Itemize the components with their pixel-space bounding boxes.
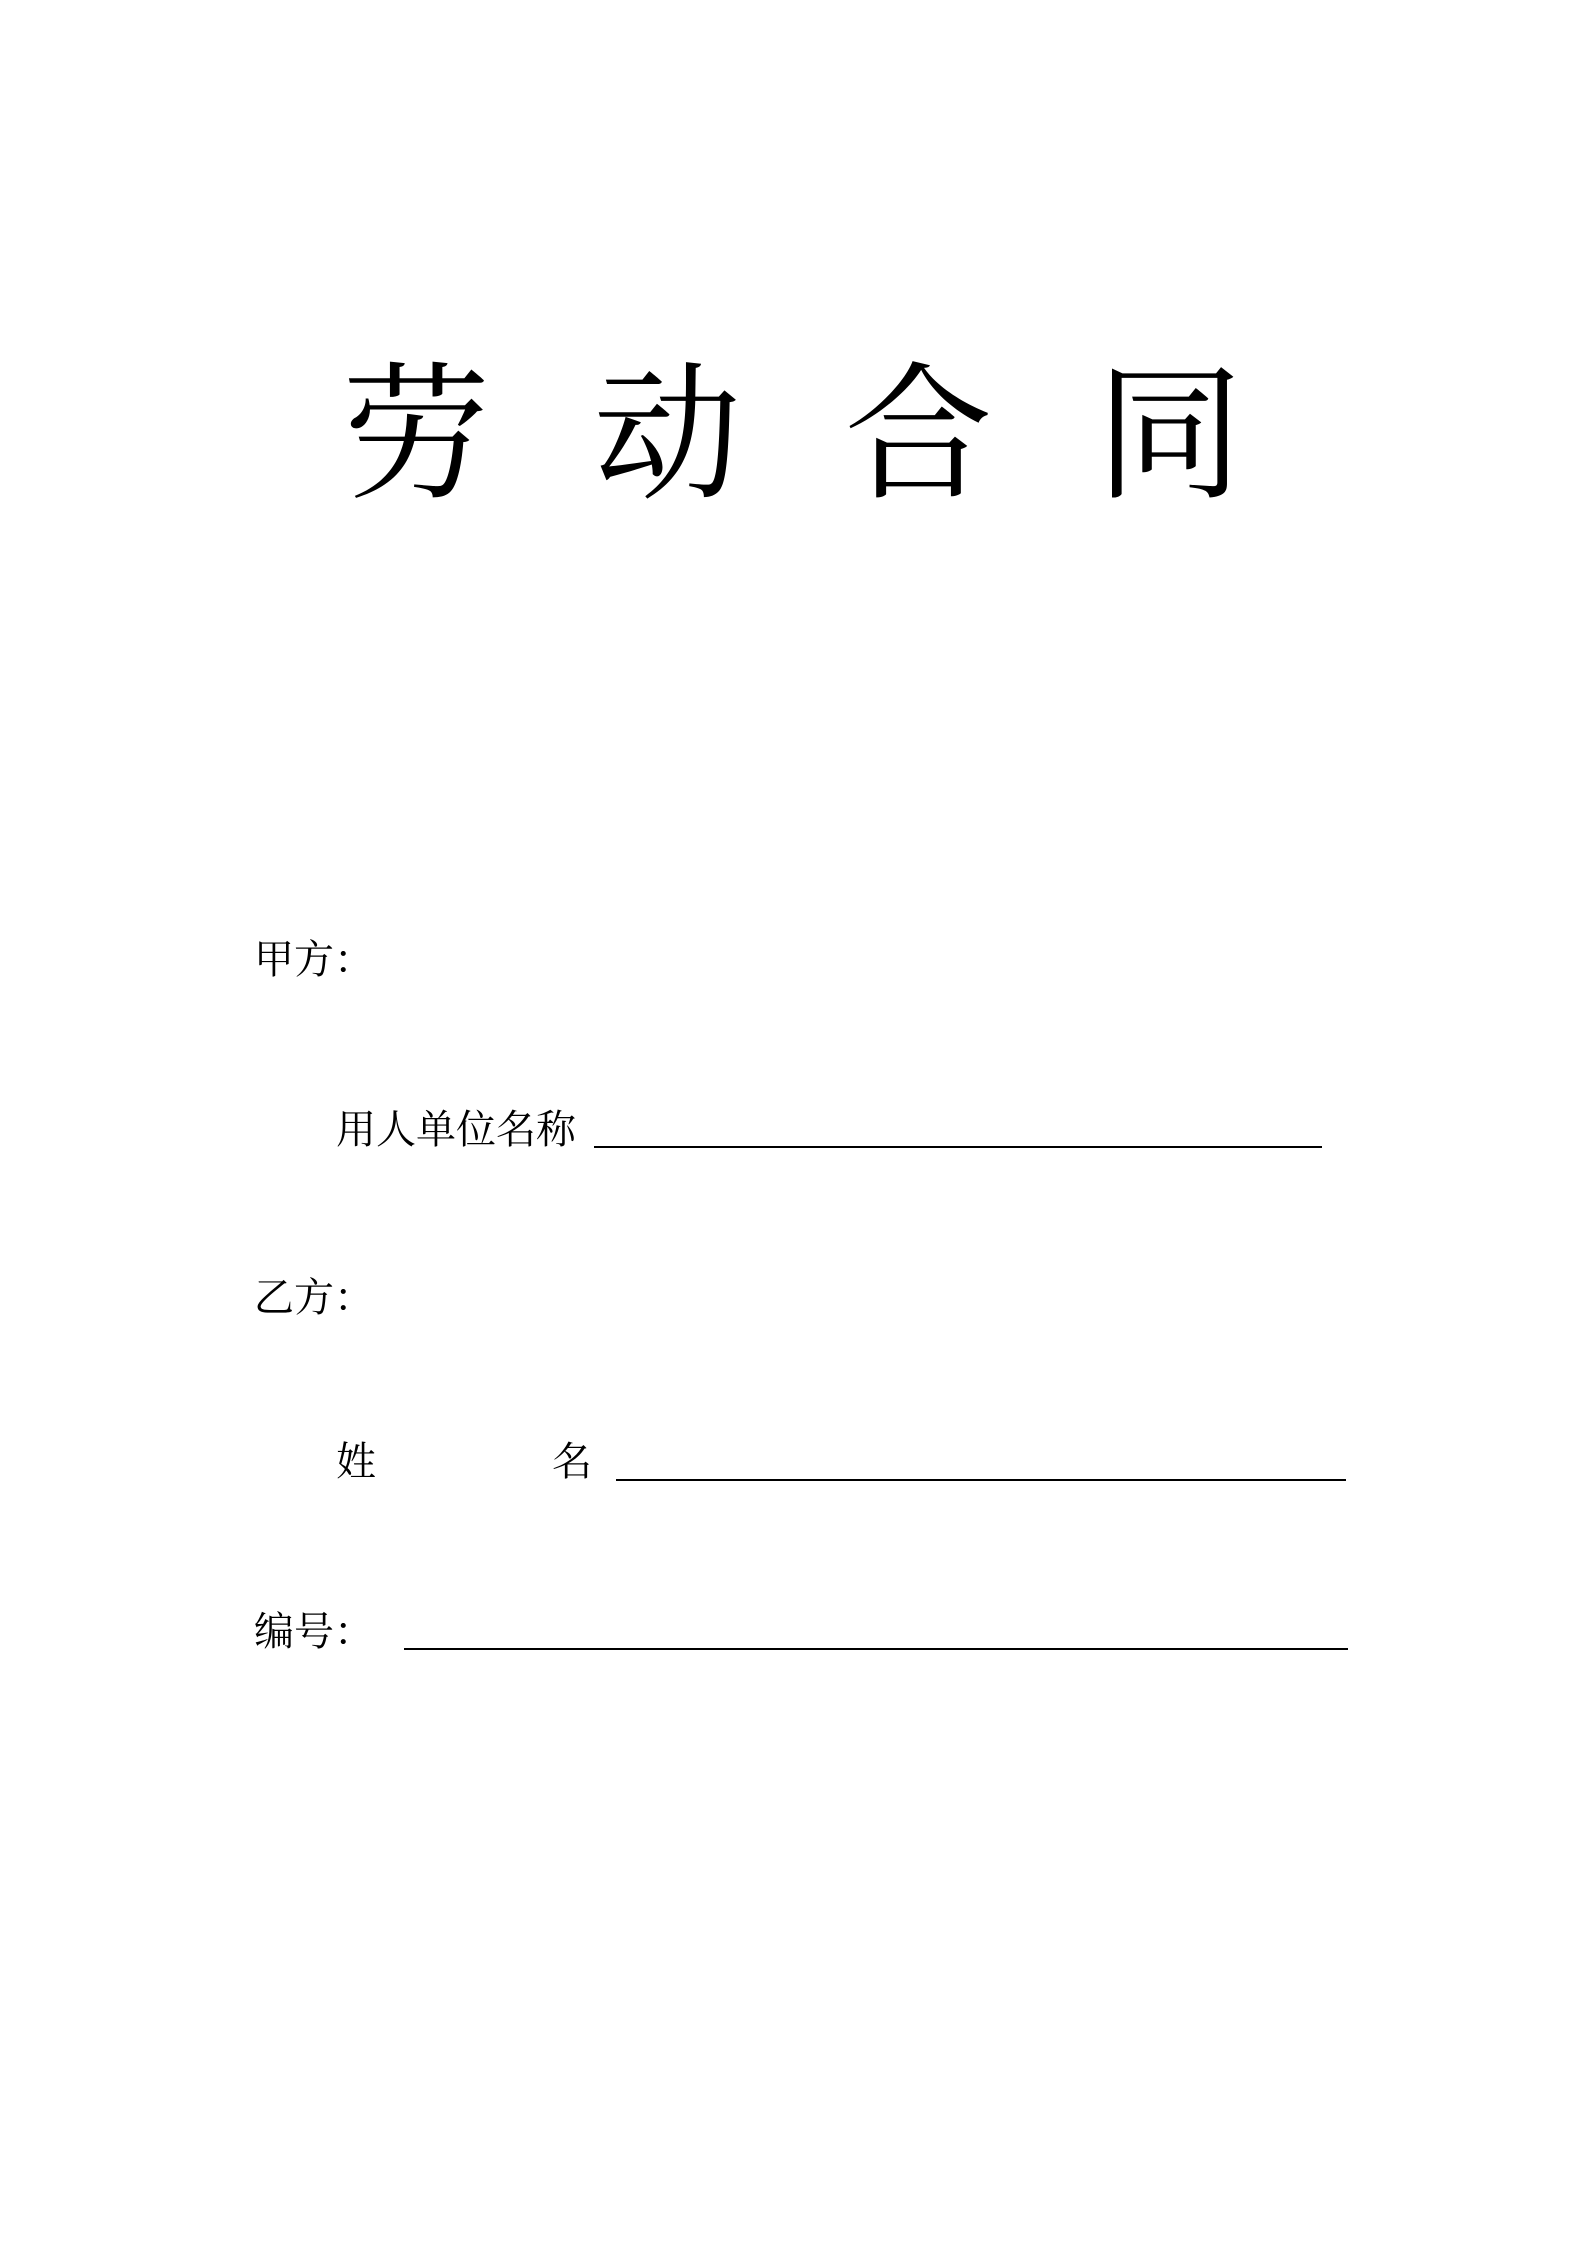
title-char: 合 [844,349,993,521]
serial-number-field[interactable] [404,1648,1348,1650]
employer-name-label: 用人单位名称 [336,1107,576,1153]
title-char: 劳 [342,349,491,521]
employee-name-label-char1: 姓 [336,1439,376,1485]
title-char: 同 [1095,349,1244,521]
employee-name-label-char2: 名 [552,1439,592,1485]
party-b-label: 乙方： [254,1275,374,1321]
title-char: 动 [593,349,742,521]
employer-name-field[interactable] [594,1146,1322,1148]
employee-name-field[interactable] [616,1479,1346,1481]
party-a-label: 甲方： [254,937,374,983]
serial-number-label: 编号： [254,1609,374,1655]
document-title [0,349,1586,521]
